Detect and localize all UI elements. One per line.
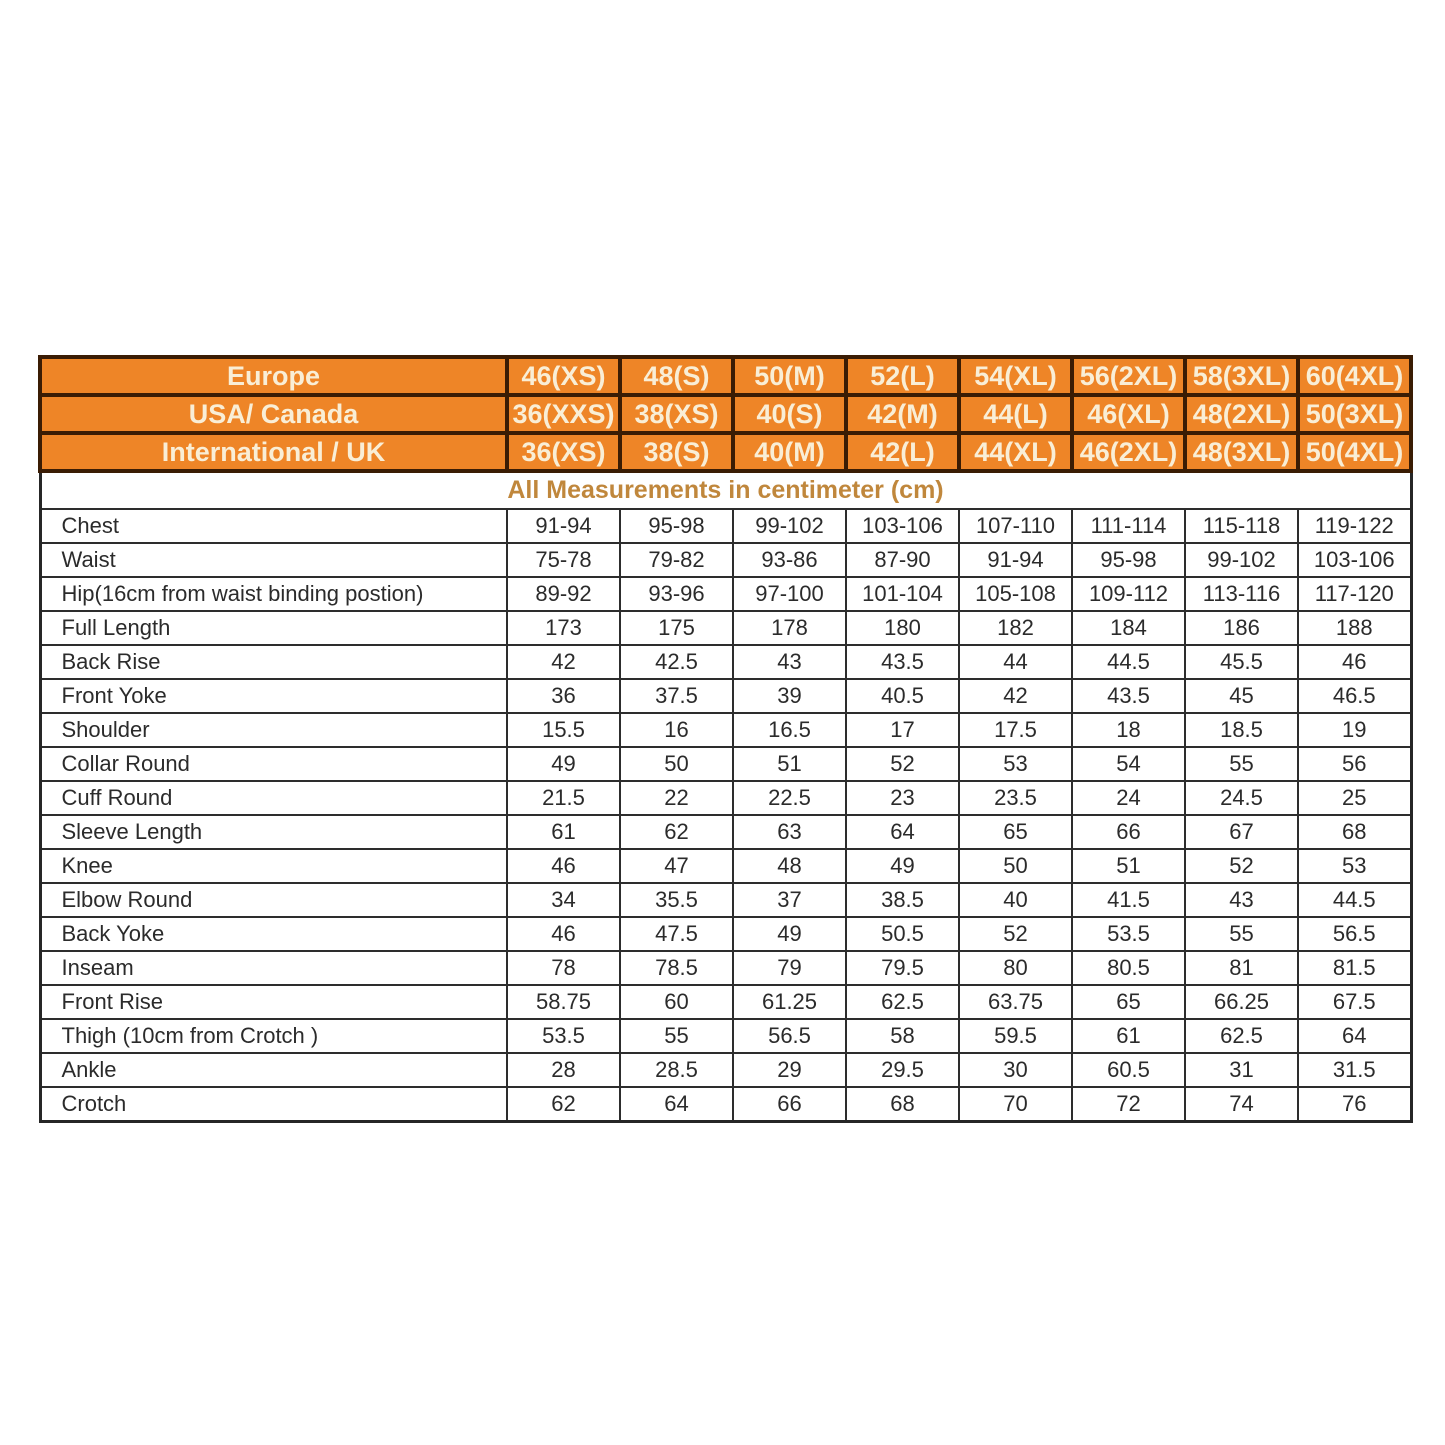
measurement-value: 101-104 (846, 577, 959, 611)
measurement-value: 44 (959, 645, 1072, 679)
header-size-cell: 60(4XL) (1298, 357, 1411, 395)
measurement-label: Front Yoke (40, 679, 507, 713)
measurement-value: 70 (959, 1087, 1072, 1122)
measurement-value: 43 (733, 645, 846, 679)
measurement-value: 53.5 (1072, 917, 1185, 951)
measurement-value: 109-112 (1072, 577, 1185, 611)
measurement-unit-note: All Measurements in centimeter (cm) (40, 471, 1411, 509)
measurement-label: Front Rise (40, 985, 507, 1019)
measurement-value: 111-114 (1072, 509, 1185, 543)
measurement-value: 81.5 (1298, 951, 1411, 985)
measurement-value: 15.5 (507, 713, 620, 747)
measurement-value: 87-90 (846, 543, 959, 577)
measurement-row-front-yoke (40, 679, 1411, 713)
measurement-value: 68 (846, 1087, 959, 1122)
measurement-value: 75-78 (507, 543, 620, 577)
measurement-value: 54 (1072, 747, 1185, 781)
measurement-value: 64 (620, 1087, 733, 1122)
measurement-row-hip-16cm-from-waist-binding-postion (40, 577, 1411, 611)
measurement-value: 117-120 (1298, 577, 1411, 611)
measurement-value: 25 (1298, 781, 1411, 815)
measurement-value: 67.5 (1298, 985, 1411, 1019)
header-size-cell: 44(L) (959, 395, 1072, 433)
measurement-value: 39 (733, 679, 846, 713)
measurement-value: 29.5 (846, 1053, 959, 1087)
measurement-label: Full Length (40, 611, 507, 645)
measurement-value: 31 (1185, 1053, 1298, 1087)
header-size-cell: 40(S) (733, 395, 846, 433)
measurement-value: 79 (733, 951, 846, 985)
measurement-value: 115-118 (1185, 509, 1298, 543)
measurement-label: Sleeve Length (40, 815, 507, 849)
measurement-value: 63 (733, 815, 846, 849)
measurement-value: 66.25 (1185, 985, 1298, 1019)
measurement-value: 188 (1298, 611, 1411, 645)
measurement-row-back-yoke (40, 917, 1411, 951)
measurement-value: 55 (1185, 747, 1298, 781)
note-row (40, 471, 1411, 509)
measurement-value: 65 (1072, 985, 1185, 1019)
measurement-value: 16.5 (733, 713, 846, 747)
measurement-value: 18 (1072, 713, 1185, 747)
header-size-cell: 46(2XL) (1072, 433, 1185, 471)
measurement-value: 50.5 (846, 917, 959, 951)
measurement-value: 93-96 (620, 577, 733, 611)
measurement-value: 95-98 (620, 509, 733, 543)
measurement-value: 80 (959, 951, 1072, 985)
measurement-value: 22.5 (733, 781, 846, 815)
measurement-value: 173 (507, 611, 620, 645)
measurement-value: 61 (1072, 1019, 1185, 1053)
measurement-label: Hip(16cm from waist binding postion) (40, 577, 507, 611)
measurement-value: 95-98 (1072, 543, 1185, 577)
measurement-label: Cuff Round (40, 781, 507, 815)
measurement-value: 61 (507, 815, 620, 849)
measurement-value: 22 (620, 781, 733, 815)
measurement-value: 23.5 (959, 781, 1072, 815)
measurement-label: Collar Round (40, 747, 507, 781)
measurement-value: 53.5 (507, 1019, 620, 1053)
header-region-label: International / UK (40, 433, 507, 471)
measurement-row-chest (40, 509, 1411, 543)
measurement-row-sleeve-length (40, 815, 1411, 849)
measurement-row-back-rise (40, 645, 1411, 679)
measurement-row-cuff-round (40, 781, 1411, 815)
measurement-value: 42 (959, 679, 1072, 713)
measurement-value: 52 (1185, 849, 1298, 883)
measurement-value: 97-100 (733, 577, 846, 611)
measurement-value: 93-86 (733, 543, 846, 577)
header-size-cell: 40(M) (733, 433, 846, 471)
header-size-cell: 38(S) (620, 433, 733, 471)
measurement-value: 91-94 (959, 543, 1072, 577)
measurement-value: 60.5 (1072, 1053, 1185, 1087)
measurement-value: 38.5 (846, 883, 959, 917)
header-size-cell: 50(4XL) (1298, 433, 1411, 471)
measurement-value: 36 (507, 679, 620, 713)
measurement-value: 62 (507, 1087, 620, 1122)
measurement-value: 37 (733, 883, 846, 917)
measurement-row-full-length (40, 611, 1411, 645)
measurement-value: 46 (507, 917, 620, 951)
measurement-value: 19 (1298, 713, 1411, 747)
measurement-value: 43.5 (846, 645, 959, 679)
measurement-value: 31.5 (1298, 1053, 1411, 1087)
measurement-value: 40.5 (846, 679, 959, 713)
measurement-value: 40 (959, 883, 1072, 917)
measurement-value: 47.5 (620, 917, 733, 951)
measurement-value: 103-106 (846, 509, 959, 543)
measurement-row-waist (40, 543, 1411, 577)
measurement-value: 62.5 (1185, 1019, 1298, 1053)
measurement-value: 67 (1185, 815, 1298, 849)
measurement-value: 182 (959, 611, 1072, 645)
header-size-cell: 54(XL) (959, 357, 1072, 395)
measurement-row-thigh-10cm-from-crotch (40, 1019, 1411, 1053)
measurement-label: Thigh (10cm from Crotch ) (40, 1019, 507, 1053)
header-size-cell: 52(L) (846, 357, 959, 395)
measurement-label: Waist (40, 543, 507, 577)
measurement-value: 28.5 (620, 1053, 733, 1087)
measurement-value: 49 (846, 849, 959, 883)
measurement-value: 35.5 (620, 883, 733, 917)
measurement-value: 180 (846, 611, 959, 645)
measurement-label: Chest (40, 509, 507, 543)
measurement-value: 61.25 (733, 985, 846, 1019)
measurement-label: Back Rise (40, 645, 507, 679)
measurement-value: 52 (959, 917, 1072, 951)
measurement-value: 184 (1072, 611, 1185, 645)
header-size-cell: 44(XL) (959, 433, 1072, 471)
measurement-value: 43.5 (1072, 679, 1185, 713)
measurement-value: 46.5 (1298, 679, 1411, 713)
measurement-value: 41.5 (1072, 883, 1185, 917)
measurement-value: 99-102 (1185, 543, 1298, 577)
measurement-value: 66 (1072, 815, 1185, 849)
measurement-row-knee (40, 849, 1411, 883)
measurement-value: 105-108 (959, 577, 1072, 611)
measurement-value: 58.75 (507, 985, 620, 1019)
header-size-cell: 48(2XL) (1185, 395, 1298, 433)
measurement-value: 42.5 (620, 645, 733, 679)
measurement-value: 51 (733, 747, 846, 781)
measurement-value: 79-82 (620, 543, 733, 577)
measurement-value: 68 (1298, 815, 1411, 849)
measurement-value: 63.75 (959, 985, 1072, 1019)
measurement-value: 55 (620, 1019, 733, 1053)
measurement-value: 34 (507, 883, 620, 917)
measurement-value: 79.5 (846, 951, 959, 985)
measurement-value: 17.5 (959, 713, 1072, 747)
measurement-value: 76 (1298, 1087, 1411, 1122)
measurement-value: 56.5 (733, 1019, 846, 1053)
measurement-value: 56 (1298, 747, 1411, 781)
measurement-row-elbow-round (40, 883, 1411, 917)
measurement-value: 78.5 (620, 951, 733, 985)
header-size-cell: 42(L) (846, 433, 959, 471)
measurement-value: 74 (1185, 1087, 1298, 1122)
header-region-label: Europe (40, 357, 507, 395)
measurement-value: 178 (733, 611, 846, 645)
measurement-value: 52 (846, 747, 959, 781)
measurement-value: 16 (620, 713, 733, 747)
measurement-value: 99-102 (733, 509, 846, 543)
measurement-value: 59.5 (959, 1019, 1072, 1053)
measurement-row-ankle (40, 1053, 1411, 1087)
measurement-label: Shoulder (40, 713, 507, 747)
measurement-value: 48 (733, 849, 846, 883)
measurement-value: 91-94 (507, 509, 620, 543)
measurement-value: 107-110 (959, 509, 1072, 543)
size-chart-table (38, 355, 1413, 1123)
header-row-international-uk (40, 433, 1411, 471)
measurement-value: 47 (620, 849, 733, 883)
measurement-label: Back Yoke (40, 917, 507, 951)
measurement-value: 186 (1185, 611, 1298, 645)
measurement-row-inseam (40, 951, 1411, 985)
measurement-value: 53 (1298, 849, 1411, 883)
measurement-value: 42 (507, 645, 620, 679)
measurement-value: 18.5 (1185, 713, 1298, 747)
header-size-cell: 48(S) (620, 357, 733, 395)
size-chart (38, 355, 1409, 1123)
header-size-cell: 46(XS) (507, 357, 620, 395)
measurement-value: 53 (959, 747, 1072, 781)
measurement-label: Knee (40, 849, 507, 883)
measurement-value: 56.5 (1298, 917, 1411, 951)
measurement-value: 49 (733, 917, 846, 951)
measurement-value: 45 (1185, 679, 1298, 713)
measurement-value: 66 (733, 1087, 846, 1122)
measurement-value: 17 (846, 713, 959, 747)
measurement-value: 46 (1298, 645, 1411, 679)
measurement-row-shoulder (40, 713, 1411, 747)
measurement-row-crotch (40, 1087, 1411, 1122)
header-size-cell: 56(2XL) (1072, 357, 1185, 395)
measurement-value: 78 (507, 951, 620, 985)
measurement-value: 113-116 (1185, 577, 1298, 611)
measurement-value: 43 (1185, 883, 1298, 917)
measurement-value: 58 (846, 1019, 959, 1053)
measurement-value: 28 (507, 1053, 620, 1087)
header-region-label: USA/ Canada (40, 395, 507, 433)
measurement-value: 46 (507, 849, 620, 883)
measurement-value: 72 (1072, 1087, 1185, 1122)
measurement-value: 45.5 (1185, 645, 1298, 679)
measurement-value: 55 (1185, 917, 1298, 951)
header-size-cell: 50(M) (733, 357, 846, 395)
measurement-row-collar-round (40, 747, 1411, 781)
header-size-cell: 48(3XL) (1185, 433, 1298, 471)
measurement-label: Elbow Round (40, 883, 507, 917)
measurement-value: 103-106 (1298, 543, 1411, 577)
header-row-europe (40, 357, 1411, 395)
measurement-value: 50 (959, 849, 1072, 883)
measurement-label: Ankle (40, 1053, 507, 1087)
measurement-label: Inseam (40, 951, 507, 985)
header-size-cell: 42(M) (846, 395, 959, 433)
measurement-value: 119-122 (1298, 509, 1411, 543)
measurement-value: 37.5 (620, 679, 733, 713)
measurement-value: 50 (620, 747, 733, 781)
measurement-value: 44.5 (1298, 883, 1411, 917)
measurement-value: 89-92 (507, 577, 620, 611)
measurement-value: 62.5 (846, 985, 959, 1019)
measurement-value: 29 (733, 1053, 846, 1087)
measurement-value: 51 (1072, 849, 1185, 883)
header-size-cell: 50(3XL) (1298, 395, 1411, 433)
header-size-cell: 36(XS) (507, 433, 620, 471)
header-row-usa-canada (40, 395, 1411, 433)
header-size-cell: 46(XL) (1072, 395, 1185, 433)
measurement-value: 64 (1298, 1019, 1411, 1053)
measurement-value: 81 (1185, 951, 1298, 985)
measurement-value: 80.5 (1072, 951, 1185, 985)
measurement-value: 64 (846, 815, 959, 849)
measurement-value: 65 (959, 815, 1072, 849)
measurement-value: 24.5 (1185, 781, 1298, 815)
measurement-row-front-rise (40, 985, 1411, 1019)
header-size-cell: 36(XXS) (507, 395, 620, 433)
header-size-cell: 38(XS) (620, 395, 733, 433)
measurement-value: 60 (620, 985, 733, 1019)
measurement-value: 21.5 (507, 781, 620, 815)
header-size-cell: 58(3XL) (1185, 357, 1298, 395)
measurement-value: 23 (846, 781, 959, 815)
measurement-value: 49 (507, 747, 620, 781)
measurement-value: 30 (959, 1053, 1072, 1087)
measurement-value: 175 (620, 611, 733, 645)
measurement-label: Crotch (40, 1087, 507, 1122)
measurement-value: 62 (620, 815, 733, 849)
measurement-value: 24 (1072, 781, 1185, 815)
measurement-value: 44.5 (1072, 645, 1185, 679)
